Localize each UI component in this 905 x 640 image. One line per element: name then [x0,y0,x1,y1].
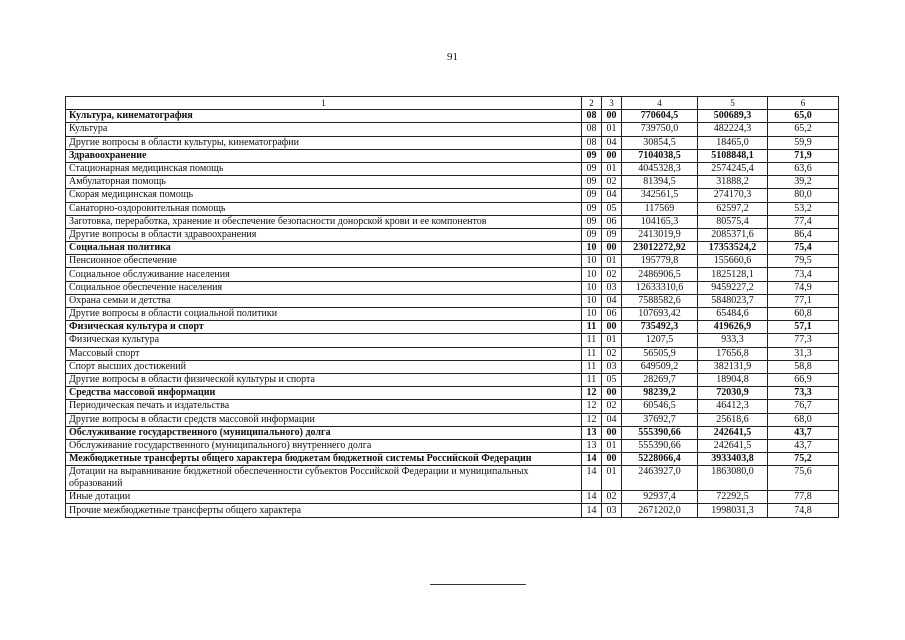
row-name-cell: Амбулаторная помощь [66,176,582,189]
section-code-cell: 10 [582,294,602,307]
section-code-cell: 10 [582,268,602,281]
section-code-cell: 08 [582,136,602,149]
section-code-cell: 14 [582,491,602,504]
executed-amount-cell: 155660,6 [698,255,768,268]
table-row [66,334,839,347]
subsection-code-cell: 04 [602,294,622,307]
execution-percent-cell: 76,7 [768,400,839,413]
execution-percent-cell: 74,9 [768,281,839,294]
row-name-cell: Стационарная медицинская помощь [66,162,582,175]
executed-amount-cell: 25618,6 [698,413,768,426]
approved-amount-cell: 2413019,9 [622,228,698,241]
execution-percent-cell: 74,8 [768,504,839,517]
approved-amount-cell: 2463927,0 [622,466,698,491]
table-row [66,281,839,294]
subsection-code-cell: 01 [602,255,622,268]
approved-amount-cell: 739750,0 [622,123,698,136]
execution-percent-cell: 77,8 [768,491,839,504]
section-code-cell: 13 [582,426,602,439]
subsection-code-cell: 01 [602,439,622,452]
subsection-code-cell: 02 [602,176,622,189]
table-row [66,491,839,504]
table-row [66,202,839,215]
executed-amount-cell: 17353524,2 [698,242,768,255]
executed-amount-cell: 62597,2 [698,202,768,215]
subsection-code-cell: 05 [602,373,622,386]
execution-percent-cell: 73,3 [768,387,839,400]
table-row [66,504,839,517]
column-number-row [66,97,839,110]
row-name-cell: Иные дотации [66,491,582,504]
table-row [66,413,839,426]
table-row [66,162,839,175]
subsection-code-cell: 04 [602,413,622,426]
approved-amount-cell: 117569 [622,202,698,215]
approved-amount-cell: 92937,4 [622,491,698,504]
executed-amount-cell: 18465,0 [698,136,768,149]
approved-amount-cell: 555390,66 [622,439,698,452]
execution-percent-cell: 86,4 [768,228,839,241]
approved-amount-cell: 195779,8 [622,255,698,268]
column-header: 5 [698,97,768,110]
subsection-code-cell: 00 [602,242,622,255]
subsection-code-cell: 02 [602,347,622,360]
section-code-cell: 14 [582,466,602,491]
subsection-code-cell: 00 [602,426,622,439]
subsection-code-cell: 00 [602,149,622,162]
section-code-cell: 10 [582,242,602,255]
executed-amount-cell: 5108848,1 [698,149,768,162]
section-code-cell: 10 [582,308,602,321]
approved-amount-cell: 37692,7 [622,413,698,426]
execution-percent-cell: 43,7 [768,439,839,452]
row-name-cell: Заготовка, переработка, хранение и обеспечение безопасности донорской крови и ее компонентов [66,215,582,228]
subsection-code-cell: 01 [602,123,622,136]
table-row [66,308,839,321]
execution-percent-cell: 80,0 [768,189,839,202]
execution-percent-cell: 65,2 [768,123,839,136]
table-row [66,255,839,268]
footer-divider [430,584,526,585]
executed-amount-cell: 274170,3 [698,189,768,202]
table-row [66,228,839,241]
table-row [66,123,839,136]
subsection-code-cell: 00 [602,387,622,400]
section-code-cell: 14 [582,504,602,517]
approved-amount-cell: 30854,5 [622,136,698,149]
approved-amount-cell: 12633310,6 [622,281,698,294]
executed-amount-cell: 65484,6 [698,308,768,321]
execution-percent-cell: 75,6 [768,466,839,491]
subsection-code-cell: 09 [602,228,622,241]
table-body [66,110,839,517]
execution-percent-cell: 57,1 [768,321,839,334]
row-name-cell: Санаторно-оздоровительная помощь [66,202,582,215]
section-code-cell: 08 [582,123,602,136]
section-code-cell: 08 [582,110,602,123]
approved-amount-cell: 2486906,5 [622,268,698,281]
executed-amount-cell: 933,3 [698,334,768,347]
execution-percent-cell: 31,3 [768,347,839,360]
execution-percent-cell: 39,2 [768,176,839,189]
executed-amount-cell: 72030,9 [698,387,768,400]
section-total-row [66,149,839,162]
subsection-code-cell: 01 [602,162,622,175]
approved-amount-cell: 342561,5 [622,189,698,202]
executed-amount-cell: 31888,2 [698,176,768,189]
section-code-cell: 11 [582,373,602,386]
execution-percent-cell: 77,1 [768,294,839,307]
subsection-code-cell: 02 [602,268,622,281]
section-total-row [66,426,839,439]
executed-amount-cell: 80575,4 [698,215,768,228]
section-code-cell: 10 [582,255,602,268]
row-name-cell: Физическая культура и спорт [66,321,582,334]
row-name-cell: Культура, кинематография [66,110,582,123]
execution-percent-cell: 65,0 [768,110,839,123]
table-row [66,189,839,202]
executed-amount-cell: 1825128,1 [698,268,768,281]
section-code-cell: 14 [582,453,602,466]
executed-amount-cell: 500689,3 [698,110,768,123]
section-code-cell: 09 [582,202,602,215]
section-code-cell: 12 [582,400,602,413]
execution-percent-cell: 58,8 [768,360,839,373]
table-row [66,466,839,491]
approved-amount-cell: 5228066,4 [622,453,698,466]
executed-amount-cell: 2085371,6 [698,228,768,241]
section-code-cell: 11 [582,321,602,334]
executed-amount-cell: 242641,5 [698,426,768,439]
subsection-code-cell: 04 [602,189,622,202]
execution-percent-cell: 77,3 [768,334,839,347]
row-name-cell: Физическая культура [66,334,582,347]
table-row [66,215,839,228]
table-row [66,176,839,189]
approved-amount-cell: 1207,5 [622,334,698,347]
approved-amount-cell: 23012272,92 [622,242,698,255]
section-total-row [66,387,839,400]
section-code-cell: 10 [582,281,602,294]
executed-amount-cell: 72292,5 [698,491,768,504]
approved-amount-cell: 555390,66 [622,426,698,439]
executed-amount-cell: 9459227,2 [698,281,768,294]
executed-amount-cell: 1998031,3 [698,504,768,517]
table-row [66,136,839,149]
executed-amount-cell: 46412,3 [698,400,768,413]
execution-percent-cell: 75,2 [768,453,839,466]
subsection-code-cell: 02 [602,400,622,413]
row-name-cell: Периодическая печать и издательства [66,400,582,413]
section-code-cell: 11 [582,347,602,360]
execution-percent-cell: 66,9 [768,373,839,386]
section-code-cell: 09 [582,189,602,202]
section-total-row [66,242,839,255]
subsection-code-cell: 00 [602,110,622,123]
subsection-code-cell: 01 [602,334,622,347]
row-name-cell: Скорая медицинская помощь [66,189,582,202]
section-code-cell: 09 [582,149,602,162]
subsection-code-cell: 04 [602,136,622,149]
section-code-cell: 12 [582,413,602,426]
approved-amount-cell: 4045328,3 [622,162,698,175]
approved-amount-cell: 56505,9 [622,347,698,360]
section-total-row [66,110,839,123]
execution-percent-cell: 59,9 [768,136,839,149]
executed-amount-cell: 242641,5 [698,439,768,452]
section-code-cell: 11 [582,360,602,373]
page-number: 91 [447,51,458,63]
subsection-code-cell: 06 [602,215,622,228]
execution-percent-cell: 60,8 [768,308,839,321]
section-code-cell: 11 [582,334,602,347]
execution-percent-cell: 68,0 [768,413,839,426]
table-row [66,439,839,452]
section-code-cell: 09 [582,176,602,189]
table-row [66,373,839,386]
approved-amount-cell: 770604,5 [622,110,698,123]
approved-amount-cell: 107693,42 [622,308,698,321]
executed-amount-cell: 5848023,7 [698,294,768,307]
column-header: 3 [602,97,622,110]
section-code-cell: 09 [582,215,602,228]
column-header: 4 [622,97,698,110]
approved-amount-cell: 649509,2 [622,360,698,373]
table-row [66,294,839,307]
column-header: 6 [768,97,839,110]
table-header [66,97,839,110]
executed-amount-cell: 1863080,0 [698,466,768,491]
section-code-cell: 12 [582,387,602,400]
execution-percent-cell: 79,5 [768,255,839,268]
execution-percent-cell: 71,9 [768,149,839,162]
approved-amount-cell: 7588582,6 [622,294,698,307]
row-name-cell: Межбюджетные трансферты общего характера бюджетам бюджетной системы Российской Федерации [66,453,582,466]
row-name-cell: Здравоохранение [66,149,582,162]
executed-amount-cell: 17656,8 [698,347,768,360]
row-name-cell: Спорт высших достижений [66,360,582,373]
execution-percent-cell: 53,2 [768,202,839,215]
row-name-cell: Другие вопросы в области физической культуры и спорта [66,373,582,386]
execution-percent-cell: 73,4 [768,268,839,281]
section-code-cell: 09 [582,162,602,175]
table-row [66,347,839,360]
execution-percent-cell: 63,6 [768,162,839,175]
column-header: 1 [66,97,582,110]
executed-amount-cell: 482224,3 [698,123,768,136]
approved-amount-cell: 28269,7 [622,373,698,386]
table-row [66,400,839,413]
approved-amount-cell: 98239,2 [622,387,698,400]
row-name-cell: Пенсионное обеспечение [66,255,582,268]
subsection-code-cell: 06 [602,308,622,321]
row-name-cell: Социальная политика [66,242,582,255]
approved-amount-cell: 104165,3 [622,215,698,228]
approved-amount-cell: 7104038,5 [622,149,698,162]
approved-amount-cell: 2671202,0 [622,504,698,517]
row-name-cell: Другие вопросы в области средств массовой информации [66,413,582,426]
execution-percent-cell: 43,7 [768,426,839,439]
execution-percent-cell: 75,4 [768,242,839,255]
executed-amount-cell: 2574245,4 [698,162,768,175]
approved-amount-cell: 81394,5 [622,176,698,189]
subsection-code-cell: 01 [602,466,622,491]
executed-amount-cell: 3933403,8 [698,453,768,466]
row-name-cell: Прочие межбюджетные трансферты общего характера [66,504,582,517]
executed-amount-cell: 18904,8 [698,373,768,386]
subsection-code-cell: 00 [602,321,622,334]
table-row [66,360,839,373]
approved-amount-cell: 60546,5 [622,400,698,413]
section-code-cell: 13 [582,439,602,452]
row-name-cell: Другие вопросы в области культуры, кинематографии [66,136,582,149]
subsection-code-cell: 03 [602,281,622,294]
subsection-code-cell: 05 [602,202,622,215]
executed-amount-cell: 382131,9 [698,360,768,373]
approved-amount-cell: 735492,3 [622,321,698,334]
subsection-code-cell: 03 [602,360,622,373]
column-header: 2 [582,97,602,110]
row-name-cell: Средства массовой информации [66,387,582,400]
row-name-cell: Обслуживание государственного (муниципального) внутреннего долга [66,439,582,452]
row-name-cell: Массовый спорт [66,347,582,360]
table-row [66,268,839,281]
execution-percent-cell: 77,4 [768,215,839,228]
subsection-code-cell: 03 [602,504,622,517]
subsection-code-cell: 02 [602,491,622,504]
row-name-cell: Дотации на выравнивание бюджетной обеспеченности субъектов Российской Федерации и муниципальных образований [66,466,582,491]
row-name-cell: Социальное обслуживание населения [66,268,582,281]
row-name-cell: Социальное обеспечение населения [66,281,582,294]
row-name-cell: Охрана семьи и детства [66,294,582,307]
budget-table [65,96,839,518]
section-total-row [66,453,839,466]
row-name-cell: Другие вопросы в области здравоохранения [66,228,582,241]
section-total-row [66,321,839,334]
row-name-cell: Другие вопросы в области социальной политики [66,308,582,321]
row-name-cell: Обслуживание государственного (муниципального) долга [66,426,582,439]
row-name-cell: Культура [66,123,582,136]
executed-amount-cell: 419626,9 [698,321,768,334]
subsection-code-cell: 00 [602,453,622,466]
section-code-cell: 09 [582,228,602,241]
